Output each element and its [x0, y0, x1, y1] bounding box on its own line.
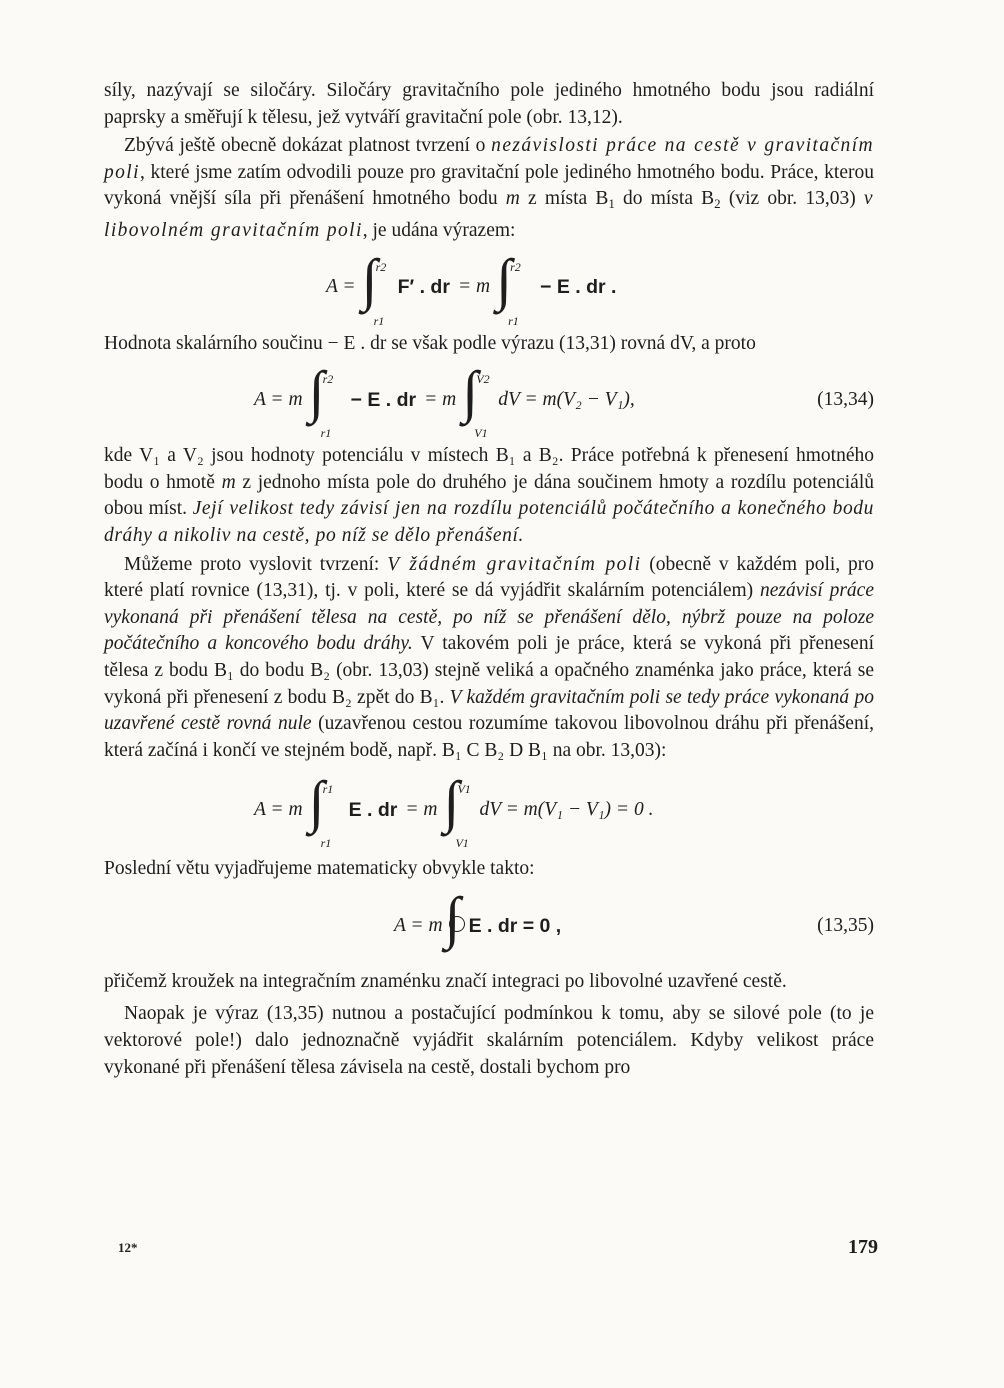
- contour-integral-sign: ∫: [445, 894, 467, 958]
- p2-text-k: , je udána výrazem:: [362, 219, 516, 241]
- paragraph-8: Naopak je výraz (13,35) nutnou a postačující podmínkou k tomu, aby se silové pole (to je vektorové pole!) dalo jednoznačně vyjádřit skalárním potenciálem. Kdyby velikost práce vykonané při přenášení tělesa závisela na cestě, dostali bychom pro: [104, 1003, 874, 1078]
- eq2-eq: = m: [424, 388, 457, 410]
- integral-sign: ∫ V1 V1: [443, 769, 471, 851]
- p5-emph-2: nezávisí práce vykonaná při přenášení tělesa na cestě, po níž se přenášení dělo, nýbrž pouze na poloze počátečního a koncového bodu dráhy.: [104, 580, 874, 655]
- p5-text-e: V takovém poli je práce, která se vykoná při přenesení tělesa z bodu B₁ do bodu B₂ (obr. 13,03) stejně veliká a opačného znaménka jako práce, která se vykoná při přenesení z bodu B₂ zpět do B₁.: [104, 633, 874, 708]
- integral-sign: ∫ r2 r1: [308, 359, 334, 441]
- paragraph-5: [104, 552, 874, 765]
- integral-sign: ∫ r2 r1: [496, 246, 521, 328]
- equation-1: [104, 245, 874, 331]
- equation-number: (13,35): [817, 914, 874, 936]
- p2-text-a: Zbývá ještě obecně dokázat platnost tvrzení o: [124, 135, 492, 157]
- integral-sign: ∫ r1 r1: [308, 769, 334, 851]
- equation-4: [104, 883, 874, 969]
- eq3-eq: = m: [405, 798, 438, 820]
- p2-text-c: , které jsme zatím odvodili pouze pro gravitační pole jediného hmotného bodu. Práce, kterou vykoná vnější síla při přenášení hmotného bodu: [104, 161, 874, 210]
- eq4-integrand: E . dr = 0 ,: [468, 914, 562, 937]
- eq3-result: dV = m(V₁ − V₁) = 0 .: [479, 798, 654, 820]
- equation-number: (13,34): [817, 389, 874, 411]
- paragraph-4: [104, 443, 874, 549]
- p2-text-e: z místa B: [519, 188, 609, 210]
- integral-sign: ∫ r2 r1: [361, 246, 387, 328]
- paragraph-2: [104, 133, 874, 244]
- p2-emph-2: v libovolném gravitačním poli: [104, 188, 874, 241]
- eq3-integrand: E . dr: [348, 798, 398, 821]
- eq2-integrand: − E . dr: [350, 388, 417, 411]
- eq1-lhs: A =: [326, 276, 356, 298]
- p5-emph-3: V každém gravitačním poli se tedy práce vykonaná po uzavřené cestě rovná nule: [104, 686, 874, 735]
- p2-sub-1: 1: [608, 196, 615, 212]
- p2-emph-1: nezávislosti práce na cestě v gravitačním poli: [104, 135, 874, 183]
- p5-emph-1: V žádném gravitačním poli: [387, 553, 642, 575]
- p5-text-a: Můžeme proto vyslovit tvrzení:: [124, 553, 388, 575]
- eq1-integrand-f: F′ . dr: [397, 276, 450, 299]
- p4-var-m: m: [221, 471, 236, 493]
- p2-var-m: m: [505, 188, 520, 210]
- p4-emph: Její velikost tedy závisí jen na rozdílu potenciálů počátečního a konečného bodu dráhy a nikoliv na cestě, po níž se dělo přenášení.: [104, 498, 875, 546]
- equation-2: [104, 357, 874, 443]
- p5-text-c: (obecně v každém poli, pro které platí rovnice (13,31), tj. v poli, které se dá vyjádřit skalárním potenciálem): [104, 553, 874, 602]
- eq1-eq: = m: [457, 276, 491, 298]
- eq4-lhs: A = m: [394, 914, 443, 936]
- integral-sign: ∫ V2 V1: [462, 359, 490, 441]
- page-body: [104, 78, 874, 1081]
- eq2-lhs: A = m: [254, 388, 303, 410]
- eq2-result: dV = m(V₂ − V₁),: [498, 388, 635, 410]
- paragraph-3: Hodnota skalárního součinu − E . dr se však podle výrazu (13,31) rovná dV, a proto: [104, 332, 756, 354]
- equation-3: [104, 764, 874, 856]
- signature-mark: 12*: [118, 1240, 138, 1255]
- paragraph-1: síly, nazývají se siločáry. Siločáry gravitačního pole jediného hmotného bodu jsou radiální paprsky a směřují k tělesu, jež vytváří gravitační pole (obr. 13,12).: [104, 80, 874, 128]
- p4-text-a: kde V₁ a V₂ jsou hodnoty potenciálu v místech B₁ a B₂. Práce potřebná k přenesení hmotného bodu o hmotě: [104, 445, 874, 493]
- p5-text-g: (uzavřenou cestou rozumíme takovou libovolnou dráhu při přenášení, která začíná i končí ve stejném bodě, např. B₁ C B₂ D B₁ na obr. 13,03):: [104, 713, 874, 761]
- paragraph-6: Poslední větu vyjadřujeme matematicky obvykle takto:: [104, 858, 535, 880]
- page-footer: [118, 1236, 878, 1266]
- page-number: 179: [848, 1236, 878, 1258]
- eq3-lhs: A = m: [254, 798, 303, 820]
- p2-text-i: (viz obr. 13,03): [720, 188, 864, 210]
- p2-text-g: do místa B: [614, 188, 715, 210]
- paragraph-7: přičemž kroužek na integračním znaménku značí integraci po libovolné uzavřené cestě.: [104, 970, 787, 992]
- p4-text-c: z jednoho místa pole do druhého je dána součinem hmoty a rozdílu potenciálů obou míst.: [104, 471, 874, 520]
- eq1-integrand-e: − E . dr .: [540, 276, 617, 299]
- p2-sub-2: 2: [714, 196, 721, 212]
